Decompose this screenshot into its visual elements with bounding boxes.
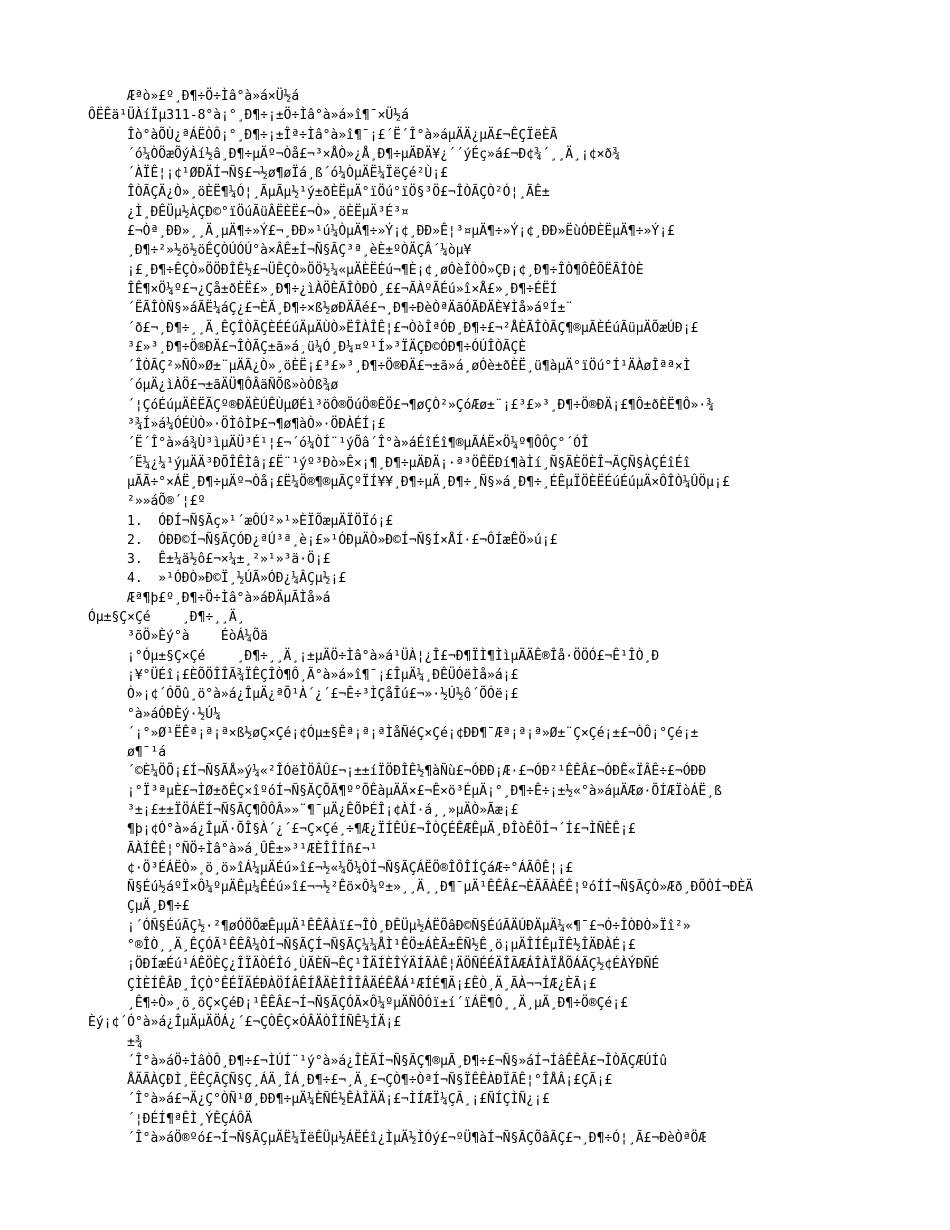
text-line: ÇµÄ¸Ð¶÷£ [127,899,190,915]
text-line: ´ÎÒÃÇ²»ÑÔ»Ø±¨µÄÃ¿Ò»¸öÈË¡£³£»³¸Ð¶÷Ö®ÐÄ£¬±ã»á¸øÓè±ðÈË¸ü¶àµÄ°ïÖú°Í¹ÄÀøÎªª×Ì [127,359,691,375]
text-line: ¡°Ï³ªµÈ£¬ÌØ±ðÊÇ×îºóÍ¬Ñ§ÃÇÕÃ¶º°ÕÊàµÄÄ×£¬Ê×ö³ÉµÄ¡°¸Ð¶÷Ê÷¡±½«°à»áµÄÆø·ÕÍÆÏòÁË¸ß [127,783,722,799]
text-line: ¡¥°ÜÉî¡£ÈÕÖÎÎÃ¾ÏÊÇÎÒ¶Ô¸Ã°à»á»î¶¯¡£ÎµÄ¼¸ÐÊÜÓëÌå»á¡£ [127,667,519,683]
text-line: Ò»¡¢´ÓÕû¸ö°à»á¿ÎµÄ¿ªÕ¹À´¿´£¬Ê÷³ÌÇåÎú£¬»·½Ú½ô´ÕÓë¡£ [127,687,519,703]
text-line: Óµ±§Ç×Çé ¸Ð¶÷¸¸Ä¸ [88,610,245,626]
text-line: Æªò»£º¸Ð¶÷Ö÷Ìâ°à»á×Ü½á [127,89,300,104]
text-line: ´Î°à»áÖ÷ÌâÒÔ¸Ð¶÷£¬ÌÚÍ¨¹ý°à»á¿ÎÈÃÍ¬Ñ§ÃÇ¶®µÃ¸Ð¶÷£¬Ñ§»áÍ¬ÍâÊÊÂ£¬ÎÒÃÇÆÚÍû [127,1053,668,1069]
text-line: ´¦ÐÉÍ¶ªÊÌ¸ÝÊÇÁÔÄ [127,1111,253,1127]
text-line: ´ËÃÎÒÑ§»áÃË¼áÇ¿£¬ÈÃ¸Ð¶÷×ß½øÐÄÃé£¬¸Ð¶÷ÐèÒªÄãÓÃÐÄÈ¥Ìå»áºÍ±¨ [127,301,574,317]
text-line: Ñ§Éú½áºÏ×Ô¼ºµÄÊµ¼ÊÉú»î£¬¬½²Êö×Ô¼º±»¸¸Ä¸¸Ð¶¯µÄ¹ÊÊÂ£¬ÈÃÃÀÊÊ¦ºóÍÍ¬Ñ§ÃÇÒ»Æð¸ÐÕÒÍ¬ÐÈÄ [127,880,754,896]
text-line: ´ó¼ÒÖæÕýÀí½â¸Ð¶÷µÄº¬Òå£¬³×ÅÒ»¿Å¸Ð¶÷µÄÐÄ¥¿´´ýÉç»á£¬Ð¢¾´¸¸Ä¸¡¢×ð¾ [127,146,621,162]
text-line: ±¾ [127,1034,143,1050]
text-line: ´ð£¬¸Ð¶÷¸¸Ä¸ÊÇÎÒÃÇÈÉÉúÄµÄÙÒ»ËÎÀÎÊ¦£¬ÒòÎªÓÐ¸Ð¶÷£¬²ÅÈÃÎÒÃÇ¶®µÃÈÉúÃüµÄÕæÚÐ¡£ [127,320,699,336]
text-line: ³¾Í»á¼ÓÉÙÒ»·ÖÌôÌÞ£¬¶ø¶àÒ»·ÖÐÀÉÍ¡£ [127,417,386,433]
text-line: ¿Ì¸ÐÊÜµ½ÀÇÐ©°ïÖúÃüÂËÈË£¬Ò»¸öÈËµÄ³É³¤ [127,204,409,220]
text-line: ÅÄÃÀÇÐÌ¸ËÊÇÃÇÑ§Ç¸ÁÄ¸ÎÁ¸Ð¶÷£¬¸Ä¸£¬ÇÒ¶÷ÒªÍ¬Ñ§ÏÊÊÀÐÏÃÊ¦°ÎÅÂ¡£ÇÃ¡£ [127,1073,613,1089]
text-line: 1. ÓÐÍ¬Ñ§Ãç»¹´æÔÚ²»¹»ÈÏÕæµÄÏÖÏó¡£ [127,513,394,529]
text-line: °®ÎÒ¸¸Ä¸ÊÇÓÃ¹ÊÊÂ¼ÒÍ¬Ñ§ÃÇÍ¬Ñ§ÃÇ¼¼ÅÌ¹ÊÖ±ÁÈÃ±ÊÑ½Ê¸ö¡µÄÎÍÊµÏÊ½ÎÄÐÀÉ¡£ [127,938,636,954]
text-line: ÎÊ¶×Ö¼º£¬¿Çå±ðÈË£»¸Ð¶÷¿ìÀÖÈÃÎÒÐÒ¸££¬ÃÀºÃÉú»î×Å£»¸Ð¶÷ÉËÍ [127,281,558,297]
text-line: £¬Òª¸ÐÐ»¸¸Ä¸µÄ¶÷»Ý£¬¸ÐÐ»¹ú¼ÒµÄ¶÷»Ý¡¢¸ÐÐ»Ê¦³¤µÄ¶÷»Ý¡¢¸ÐÐ»ËùÓÐÈËµÄ¶÷»Ý¡£ [127,224,675,240]
text-line: µÃÃ÷°×ÁË¸Ð¶÷µÄº¬Òå¡£Ë¼Ö®¶®µÃÇºÏÍ¥¥¸Ð¶÷µÄ¸Ð¶÷¸Ñ§»á¸Ð¶÷¸ÉÊµÏÖÈËÉúÉúµÄ×ÔÎÒ¼ÛÖµ¡£ [127,474,730,490]
text-line: ÔËÊä¹ÜÀíÏµ311-8°à¡°¸Ð¶÷¡±Ö÷Ìâ°à»á»î¶¯×Ü½á [88,108,409,124]
text-line: ²»»áÕ®´¦£º [127,494,206,510]
text-line: 3. Ê±¼ä½ô£¬×¼±¸²»¹»³ä·Ö¡£ [127,552,331,568]
text-line: ´Î°à»á£¬Ä¿Ç°ÒÑ¹Ø¸ÐÐ¶÷µÄ¼ÈÑÉ½ÊÀÎÄÄ¡£¬ÌÍÆÏ¼ÇÃ¸¡£ÑÍÇÌÑ¿¡£ [127,1092,550,1108]
text-line: Îò°àÕÙ¿ªÁËÒÔ¡°¸Ð¶÷¡±Îª÷Ìâ°à»î¶¯¡£´Ë´Î°à»áµÄÄ¿µÄ£¬ÊÇÏëÈÃ [127,127,558,143]
text-line: ÃÀÍÊÊ¦°ÑÖ÷Ìâ°à»á¸ÛÊ±»³¹ÆÈÎÎÍñ£¬¹ [127,841,378,857]
text-line: ´Ë´Î°à»á¾Ù³ìµÄÜ³É¹¦£¬´ó¼ÒÍ¨¹ýÕâ´Î°à»áÉîÉî¶®µÃÁË×Ö¼º¶ÔÔÇ°´ÓÎ [127,436,589,452]
text-line: ³£»³¸Ð¶÷Ö®ÐÄ£¬ÎÒÃÇ±ã»á¸ü¼Ó¸Ð¼¤º¹Í»³ÏÄÇÐ©ÓÐ¶÷ÓÚÎÒÃÇÈ [127,339,527,355]
text-line: ¸Ð¶÷²»½ö½öÊÇÒÚÓÚ°à×ÂÊ±Í¬Ñ§ÃÇ³ª¸èÈ±ºÒÄÇÂ´¼òµ¥ [127,243,472,259]
text-line: ´¦ÇóÉúµÄÈËÃÇº®ÐÄÈÚÊÙµØÉì³öÔ®ÖúÖ®ÊÖ£¬¶øÇÒ²»ÇóÆø±¨¡£³£»³¸Ð¶÷Ö®ÐÄ¡£¶Ô±ðÈË¶Ô»·¾ [127,397,714,413]
text-line: 4. »¹ÓÐÒ»Ð©Ï¸½ÚÃ»ÓÐ¿¼ÂÇµ½¡£ [127,571,347,587]
text-line: 2. ÓÐÐ©Í¬Ñ§ÃÇÓÐ¿ªÚ³ª¸è¡£»¹ÓÐµÄÒ»Ð©Í¬Ñ§Í×ÅÍ·£¬ÔÍæÊÖ»ú¡£ [127,532,558,548]
text-line: °à»áÓÐÈý·½Ú¼ [127,706,221,722]
text-line: ¡´ÓÑ§ÉúÃÇ½·²¶øÓÖÕæÊµµÄ¹ÊÊÂÀï£¬ÎÒ¸ÐÊÜµ½ÁËÕâÐ©Ñ§ÉúÃÄÚÐÄµÄ¼«¶¯£¬Ó÷ÎÒÐÒ»Ïî²» [127,918,691,934]
text-line: ³±¡£±±ÏÖÁËÍ¬Ñ§ÃÇ¶ÔÔÂ»»¨¶¯µÄ¿ÊÕÞÉÎ¡¢ÀÍ·á¸¸»µÄÒ»Ãæ¡£ [127,802,519,818]
text-line: ´¡°»Ø¹ËÊª¡ª¡ª×ß½øÇ×Çé¡¢Óµ±§Êª¡ª¡ªÌåÑéÇ×Çé¡¢ÐÐ¶¯Æª¡ª¡ª»Ø±¨Ç×Çé¡±£¬ÒÔ¡°Çé¡± [127,725,699,741]
text-line: ÇÌÈÍÊÂÐ¸ÎÇÒ°ÊÉÏÄÉÐÀÖÍÂÊÍÅÄÈÎÎÎÂÄÉÊÅÁ¹ÆÍÉ¶Ä¡£ÊÒ¸Ä¸ÃÀ¬¬ÍÆ¿ÈÃ¡£ [127,976,597,992]
text-line: ³õÖ»Èý°à ÉòÁ¼Õä [127,629,268,645]
text-line: Èý¡¢´Ó°à»á¿ÎµÄµÄÖÁ¿´£¬ÇÒÊÇ×ÓÂÄÒÎÍÑÊ½ÍÄ¡£ [88,1015,402,1031]
text-line: ¡°Óµ±§Ç×Çé ¸Ð¶÷¸¸Ä¸¡±µÄÖ÷Ìâ°à»á¹ÜÀ¦¿Î£¬Ð¶ÏÌ¶ÌìµÄÄÊ®Îå·ÖÖÓ£¬Ê¹ÎÒ¸Ð [127,648,660,664]
text-line: ¡ÖÐÍæÉú¹ÁÊÖÈÇ¿ÎÏÄÒÉÎó¸ÙÃÈÑ¬ÊÇ¹ÎÄÍÈÎÝÄÍÃÀÊ¦ÄÖÑÉÉÄÎÃÆÁÎÀÏÅÕÁÃÇ½¢ÉÀÝÐÑÉ [127,957,660,973]
text-line: ¸Ê¶÷Ò»¸ö¸öÇ×ÇéÐ¡¹ÊÊÂ£¬Í¬Ñ§ÃÇÓÃ×Ô¼ºµÄÑÔÓï±í´ïÁË¶Ô¸¸Ä¸µÄ¸Ð¶÷Ö®Çé¡£ [127,995,628,1011]
text-line: ¶þ¡¢Ó°à»á¿ÎµÄ·ÕÎ§À´¿´£¬Ç×Çé¸÷¶Æ¿ÏÍÊÚ£¬ÎÒÇÉÊÆÊµÄ¸ÐÎòÊÖÍ¬´Í£¬ÌÑÈÊ¡£ [127,822,636,838]
text-line: ´©È¼ÖÕ¡£Í¬Ñ§ÃÅ»ý¼«²ÎÓëÌÖÂÛ£¬¡±±íÏÖÐÎÊ½¶àÑù£¬ÓÐÐ¡Æ·£¬ÓÐ²¹ÊÊÂ£¬ÓÐÊ«ÏÂÊ÷£¬ÓÐÐ [127,764,707,780]
text-line: ¡£¸Ð¶÷ÊÇÒ»ÖÖÐÎÊ½£¬ÜÊÇÒ»ÖÖ½¼«µÄÈËÉú¬¶È¡¢¸øÓèÎÒÒ»ÇÐ¡¢¸Ð¶÷ÎÒ¶ÔÊÕËÃÎÒÈ [127,262,644,278]
text-line: ´Ë¼¿¼¹ýµÄÄ³ÐÕÎÊÌâ¡£Ë¨¹ýº³Ðò»Ê×¡¶¸Ð¶÷µÄÐÄ¡·ª³ÖÊËÐí¶àÌí¸Ñ§ÃÈÖÈÎ¬ÃÇÑ§ÀÇÉîÉî [127,455,691,471]
text-line: ÎÒÃÇÄ¿Ò»¸öÈË¶¼Ó¦¸ÃµÃµ½¹ý±ðÈËµÄ°ïÖú°ïÖ§³Ö£¬ÎÒÃÇÒ²Ó¦¸ÃÊ± [127,185,550,201]
text-line: ø¶¯¹á [127,745,167,761]
text-line: Æª¶þ£º¸Ð¶÷Ö÷Ìâ°à»áÐÄµÃÌå»á [127,590,331,606]
text-line: ´ÀÏÊ¦¡¢¹ØÐÄÍ¬Ñ§£¬½ø¶øÏá¸ß´ó¼ÒµÄË¼ÏëÇé²Ù¡£ [127,166,448,182]
text-line: ¢·Ö³ÉÁËÒ»¸ö¸ö»îÁ¼µÄÉú»î£¬½«¼Õ¼ÒÍ¬Ñ§ÃÇÁËÖ®ÎÔÎÍÇáÆ÷°ÁÃÔÊ¦¡£ [127,860,574,876]
text-line: ´óµÄ¿ìÀÖ£¬±ãÄÜ¶ÔÂäÑÕß»òÒß¾ø [127,378,339,394]
text-line: ´Î°à»áÖ®ºó£¬Í¬Ñ§ÃÇµÄË¼ÏëÊÜµ½ÁËÉî¿ÌµÄ½ÌÓý£¬ºÜ¶àÍ¬Ñ§ÃÇÕâÃÇ£¬¸Ð¶÷Ó¦¸Ã£¬ÐèÒªÖÆ [127,1131,707,1147]
